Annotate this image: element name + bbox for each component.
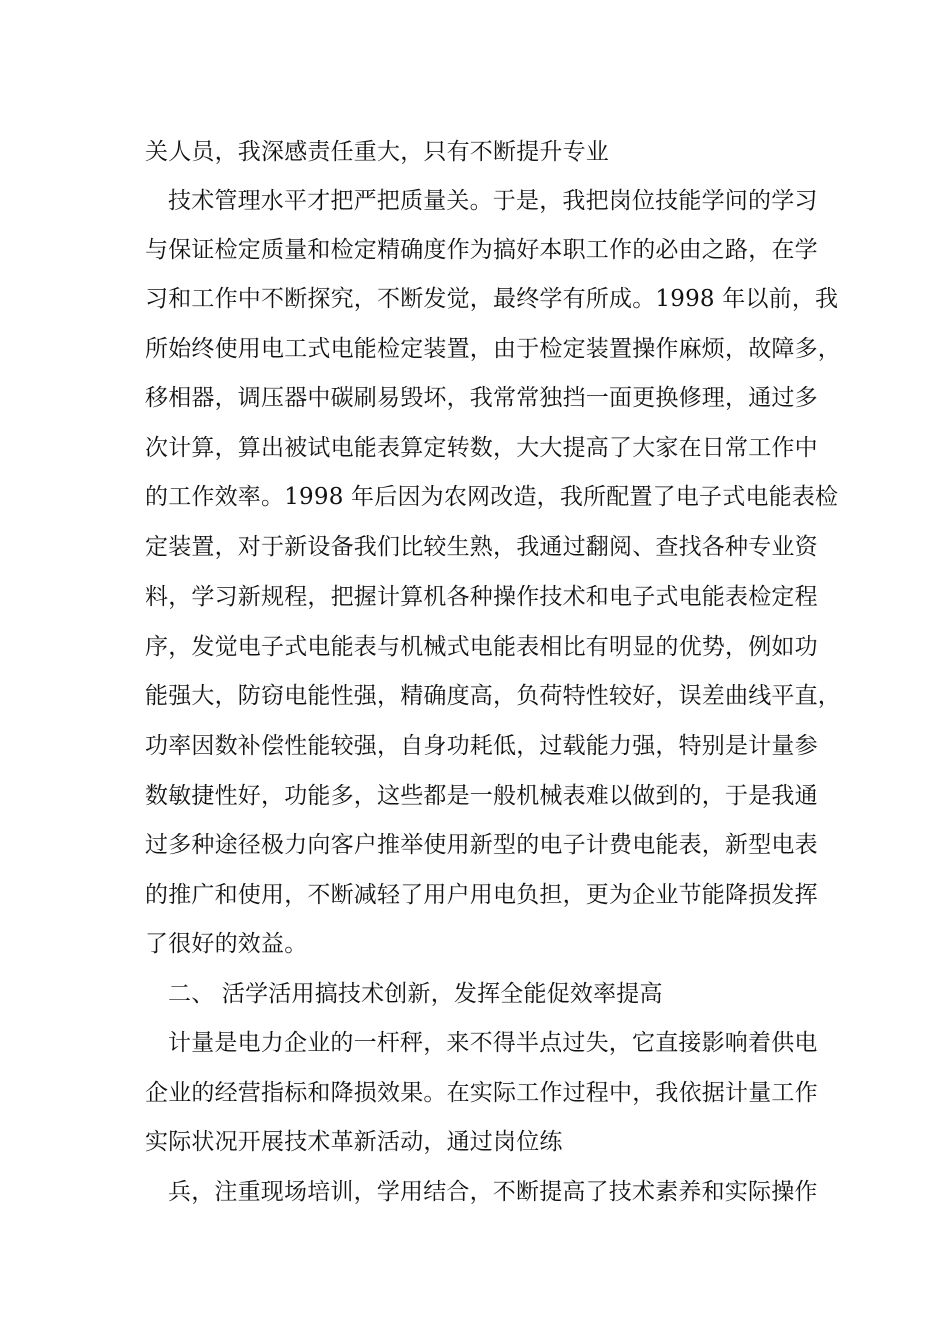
text-line: 定装置，对于新设备我们比较生熟，我通过翻阅、查找各种专业资 (145, 534, 818, 560)
text-line: 能强大，防窃电能性强，精确度高，负荷特性较好，误差曲线平直， (145, 683, 841, 709)
text-line: 兵，注重现场培训，学用结合，不断提高了技术素养和实际操作 (168, 1179, 818, 1205)
text-line: 移相器，调压器中碳刷易毁坏，我常常独挡一面更换修理，通过多 (145, 385, 818, 411)
text-line: 关人员，我深感责任重大，只有不断提升专业 (145, 139, 609, 165)
text-line: 的推广和使用，不断减轻了用户用电负担，更为企业节能降损发挥 (145, 882, 818, 908)
text-line: 料，学习新规程，把握计算机各种操作技术和电子式电能表检定程 (145, 584, 818, 610)
text-line: 序，发觉电子式电能表与机械式电能表相比有明显的优势，例如功 (145, 634, 818, 660)
text-line: 数敏捷性好，功能多，这些都是一般机械表难以做到的，于是我通 (145, 783, 818, 809)
text-line: 技术管理水平才把严把质量关。于是，我把岗位技能学问的学习 (168, 188, 818, 214)
text-line: 的工作效率。1998 年后因为农网改造，我所配置了电子式电能表检 (145, 484, 839, 510)
text-line: 了很好的效益。 (145, 931, 308, 957)
text-line: 计量是电力企业的一杆秤，来不得半点过失，它直接影响着供电 (168, 1030, 818, 1056)
text-line: 所始终使用电工式电能检定装置，由于检定装置操作麻烦，故障多， (145, 336, 841, 362)
section-heading: 二、 活学活用搞技术创新，发挥全能促效率提高 (168, 981, 663, 1007)
text-line: 实际状况开展技术革新活动，通过岗位练 (145, 1129, 563, 1155)
text-line: 企业的经营指标和降损效果。在实际工作过程中，我依据计量工作 (145, 1080, 818, 1106)
text-line: 次计算，算出被试电能表算定转数，大大提高了大家在日常工作中 (145, 435, 818, 461)
text-line: 功率因数补偿性能较强，自身功耗低，过载能力强，特别是计量参 (145, 733, 818, 759)
text-line: 与保证检定质量和检定精确度作为搞好本职工作的必由之路，在学 (145, 237, 818, 263)
text-line: 过多种途径极力向客户推举使用新型的电子计费电能表，新型电表 (145, 832, 818, 858)
text-line: 习和工作中不断探究，不断发觉，最终学有所成。1998 年以前，我 (145, 286, 839, 312)
